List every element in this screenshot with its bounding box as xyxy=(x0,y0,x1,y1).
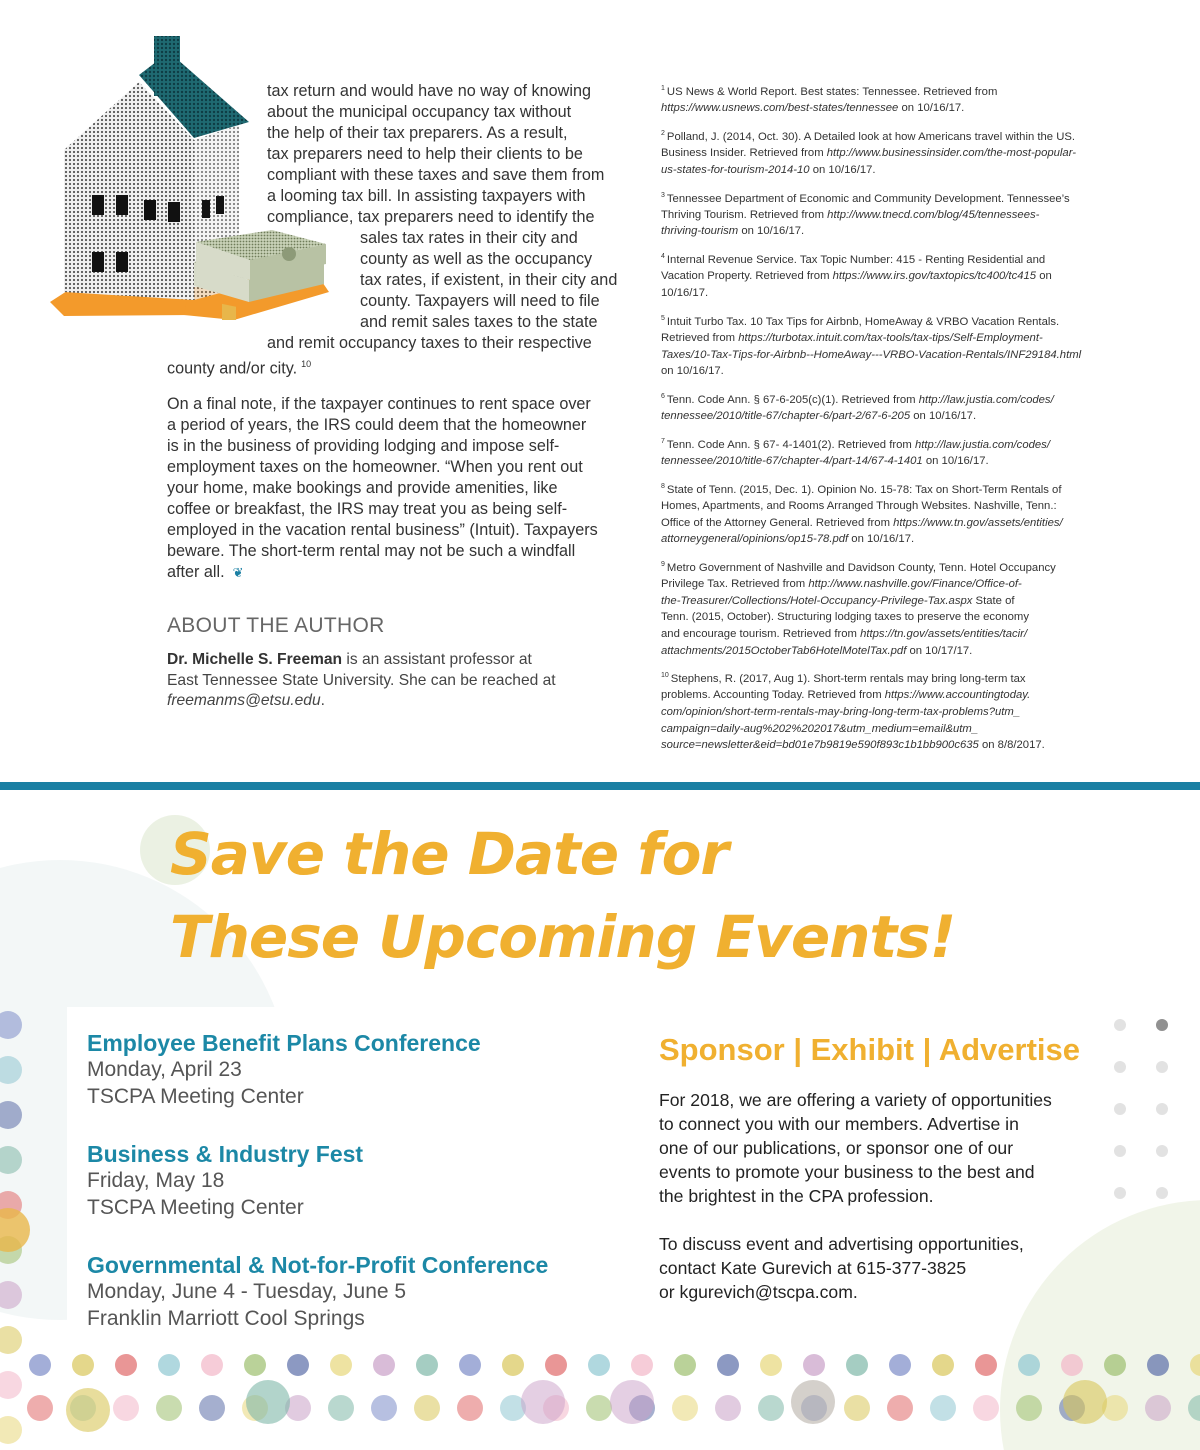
article-paragraph-2 xyxy=(167,394,637,583)
decorative-dot xyxy=(115,1354,137,1376)
reference-text: and encourage tourism. Retrieved from xyxy=(661,627,861,640)
reference-text: Vacation Property. Retrieved from xyxy=(661,270,833,283)
sponsor-line: to connect you with our members. Advertise in xyxy=(659,1114,1019,1134)
reference-line xyxy=(661,311,1161,330)
reference-line xyxy=(661,162,1161,179)
reference-line xyxy=(661,721,1161,738)
reference-url: https://www.irs.gov/taxtopics/tc400/tc415 xyxy=(832,270,1037,283)
references-list xyxy=(661,81,1161,763)
decorative-dot xyxy=(414,1395,440,1421)
decorative-dot xyxy=(545,1354,567,1376)
reference-number: 5 xyxy=(661,314,665,322)
reference-item xyxy=(661,81,1161,117)
event-title: Governmental & Not-for-Profit Conference xyxy=(87,1252,549,1278)
reference-url: source=newsletter&eid=bd01e7b9819e590f893c1b1bb900c635 xyxy=(661,739,979,752)
reference-line xyxy=(661,330,1161,347)
reference-text: problems. Accounting Today. Retrieved from xyxy=(661,689,885,702)
sponsor-line: the brightest in the CPA profession. xyxy=(659,1186,934,1206)
decorative-dot xyxy=(717,1354,739,1376)
decorative-dot xyxy=(201,1354,223,1376)
decorative-dot xyxy=(457,1395,483,1421)
reference-number: 3 xyxy=(661,191,665,199)
reference-line xyxy=(661,737,1161,754)
reference-text: Business Insider. Retrieved from xyxy=(661,147,827,160)
decorative-dot xyxy=(588,1354,610,1376)
reference-line xyxy=(661,268,1161,285)
reference-url: thriving-tourism xyxy=(661,225,739,238)
reference-url: attachments/2015OctoberTab6HotelMotelTax.pdf xyxy=(661,644,907,657)
reference-url: http://law.justia.com/codes/ xyxy=(918,393,1054,406)
decorative-dot xyxy=(1114,1019,1126,1031)
reference-line xyxy=(661,100,1161,117)
reference-url: com/opinion/short-term-rentals-may-bring-long-term-tax-problems?utm_ xyxy=(661,706,1021,719)
reference-line xyxy=(661,687,1161,704)
decorative-dot xyxy=(803,1354,825,1376)
sponsor-heading: Sponsor | Exhibit | Advertise xyxy=(659,1032,1080,1067)
reference-line xyxy=(661,434,1161,453)
reference-line xyxy=(661,593,1161,610)
decorative-dot xyxy=(459,1354,481,1376)
decorative-dot xyxy=(66,1388,110,1432)
reference-number: 2 xyxy=(661,129,665,137)
article-line: the help of their tax preparers. As a result, xyxy=(267,124,568,142)
reference-text: on 8/8/2017. xyxy=(978,739,1045,752)
decorative-dot xyxy=(158,1354,180,1376)
reference-number: 4 xyxy=(661,253,665,261)
article-paragraph-1 xyxy=(167,81,637,379)
decorative-dot xyxy=(1156,1061,1168,1073)
event-location: Franklin Marriott Cool Springs xyxy=(87,1306,365,1330)
decorative-dot xyxy=(199,1395,225,1421)
reference-line xyxy=(661,207,1161,224)
decorative-dot xyxy=(889,1354,911,1376)
events-box xyxy=(67,1007,627,1352)
reference-line xyxy=(661,126,1161,145)
reference-text: Metro Government of Nashville and Davidson County, Tenn. Hotel Occupancy xyxy=(666,561,1056,574)
decorative-dot xyxy=(715,1395,741,1421)
decorative-dot xyxy=(1156,1019,1168,1031)
reference-item xyxy=(661,311,1161,380)
reference-item xyxy=(661,249,1161,302)
decorative-dot xyxy=(930,1395,956,1421)
reference-url: http://law.justia.com/codes/ xyxy=(914,438,1050,451)
reference-text: Tennessee Department of Economic and Community Development. Tennessee’s xyxy=(666,192,1070,205)
decorative-dot xyxy=(932,1354,954,1376)
contact-line: To discuss event and advertising opportunities, xyxy=(659,1234,1024,1254)
reference-line xyxy=(661,81,1161,100)
article-line: employed in the vacation rental business” (Intuit). Taxpayers xyxy=(167,521,598,539)
reference-line xyxy=(661,609,1161,626)
decorative-dot xyxy=(631,1354,653,1376)
reference-text: on 10/16/17. xyxy=(809,163,876,176)
article-line: compliant with these taxes and save them from xyxy=(267,166,605,184)
reference-line xyxy=(661,363,1161,380)
reference-line xyxy=(661,223,1161,240)
decorative-dot xyxy=(156,1395,182,1421)
reference-number: 9 xyxy=(661,560,665,568)
decorative-dot xyxy=(0,1371,22,1399)
reference-item xyxy=(661,479,1161,548)
reference-item xyxy=(661,126,1161,179)
author-email[interactable]: freemanms@etsu.edu xyxy=(167,692,321,709)
reference-item xyxy=(661,389,1161,425)
reference-line xyxy=(661,531,1161,548)
reference-text: on 10/16/17. xyxy=(661,365,724,378)
article-line: tax return and would have no way of knowing xyxy=(267,82,591,100)
contact-line: or kgurevich@tscpa.com. xyxy=(659,1282,858,1302)
decorative-dot xyxy=(586,1395,612,1421)
event-date: Monday, April 23 xyxy=(87,1058,242,1081)
reference-text: on 10/17/17. xyxy=(906,644,973,657)
decorative-dot xyxy=(287,1354,309,1376)
decorative-dot xyxy=(1018,1354,1040,1376)
reference-number: 8 xyxy=(661,482,665,490)
reference-text: on 10/16/17. xyxy=(848,533,915,546)
reference-line xyxy=(661,498,1161,515)
decorative-dot xyxy=(846,1354,868,1376)
event-date: Monday, June 4 - Tuesday, June 5 xyxy=(87,1280,407,1303)
event-location: TSCPA Meeting Center xyxy=(87,1195,304,1219)
reference-text: Polland, J. (2014, Oct. 30). A Detailed look at how Americans travel within the US. xyxy=(666,130,1076,143)
contact-line: contact Kate Gurevich at 615-377-3825 xyxy=(659,1258,967,1278)
reference-url: https://www.tn.gov/assets/entities/ xyxy=(893,516,1063,529)
reference-text: on 10/16/17. xyxy=(910,410,977,423)
decorative-dot xyxy=(610,1380,654,1424)
article-line: coffee or breakfast, the IRS may treat you as being self- xyxy=(167,500,568,518)
decorative-dot xyxy=(1156,1145,1168,1157)
author-name: Dr. Michelle S. Freeman xyxy=(167,651,343,668)
reference-line xyxy=(661,453,1161,470)
article-line: sales tax rates in their city and xyxy=(360,229,578,247)
reference-line xyxy=(661,188,1161,207)
article-line: employment taxes on the homeowner. “When you rent out xyxy=(167,458,583,476)
reference-line xyxy=(661,576,1161,593)
sponsor-line: events to promote your business to the best and xyxy=(659,1162,1035,1182)
reference-url: https://turbotax.intuit.com/tax-tools/tax-tips/Self-Employment- xyxy=(738,331,1043,344)
decorative-dot xyxy=(1063,1380,1107,1424)
decorative-dot xyxy=(1104,1354,1126,1376)
decorative-dot xyxy=(246,1380,290,1424)
save-the-date-title-line2: These Upcoming Events! xyxy=(170,903,956,971)
reference-url: http://www.businessinsider.com/the-most-popular- xyxy=(826,147,1077,160)
decorative-dot xyxy=(672,1395,698,1421)
reference-url: Taxes/10-Tax-Tips-for-Airbnb--HomeAway---VRBO-Vacation-Rentals/INF29184.html xyxy=(661,348,1082,361)
article-line: your home, make bookings and provide amenities, like xyxy=(167,479,558,497)
decorative-dot xyxy=(1145,1395,1171,1421)
decorative-dot xyxy=(973,1395,999,1421)
decorative-dot xyxy=(674,1354,696,1376)
reference-text: Intuit Turbo Tax. 10 Tax Tips for Airbnb, HomeAway & VRBO Vacation Rentals. xyxy=(666,315,1060,328)
reference-text: Privilege Tax. Retrieved from xyxy=(661,578,809,591)
event-location: TSCPA Meeting Center xyxy=(87,1084,304,1108)
article-line: after all. ❦ xyxy=(167,563,244,581)
reference-text: on 10/16/17. xyxy=(922,455,989,468)
reference-text: State of xyxy=(972,594,1015,607)
decorative-dot xyxy=(72,1354,94,1376)
reference-line xyxy=(661,643,1161,660)
decorative-dot xyxy=(328,1395,354,1421)
article-line: compliance, tax preparers need to identify the xyxy=(267,208,595,226)
sponsor-line: For 2018, we are offering a variety of opportunities xyxy=(659,1090,1052,1110)
reference-text: Thriving Tourism. Retrieved from xyxy=(661,208,828,221)
reference-line xyxy=(661,408,1161,425)
decorative-dot xyxy=(1156,1187,1168,1199)
decorative-dot xyxy=(244,1354,266,1376)
reference-line xyxy=(661,668,1161,687)
reference-text: on 10/16/17. xyxy=(738,225,805,238)
reference-text: Internal Revenue Service. Tax Topic Number: 415 - Renting Residential and xyxy=(666,253,1046,266)
sponsor-text xyxy=(659,1088,1129,1304)
reference-text: US News & World Report. Best states: Tennessee. Retrieved from xyxy=(666,85,998,98)
reference-line xyxy=(661,347,1161,364)
reference-url: tennessee/2010/title-67/chapter-4/part-14/67-4-1401 xyxy=(661,455,923,468)
decorative-dot xyxy=(791,1380,835,1424)
reference-text: Tenn. Code Ann. § 67-6-205(c)(1). Retrieved from xyxy=(666,393,919,406)
decorative-dot xyxy=(887,1395,913,1421)
article-line: tax rates, if existent, in their city and xyxy=(360,271,618,289)
about-author-heading: ABOUT THE AUTHOR xyxy=(167,614,385,637)
reference-line xyxy=(661,145,1161,162)
reference-line xyxy=(661,515,1161,532)
article-line: beware. The short-term rental may not be such a windfall xyxy=(167,542,576,560)
reference-url: tennessee/2010/title-67/chapter-6/part-2/67-6-205 xyxy=(661,410,911,423)
reference-line xyxy=(661,704,1161,721)
article-line: about the municipal occupancy tax without xyxy=(267,103,572,121)
decorative-dot xyxy=(0,1416,22,1444)
decorative-dot xyxy=(113,1395,139,1421)
footnote-ref: 10 xyxy=(301,359,312,369)
paragraph-gap xyxy=(659,1208,1129,1232)
reference-url: http://www.nashville.gov/Finance/Office-of- xyxy=(808,578,1022,591)
decorative-dot xyxy=(1061,1354,1083,1376)
decorative-dot xyxy=(330,1354,352,1376)
decorative-dot xyxy=(758,1395,784,1421)
decorative-dot xyxy=(416,1354,438,1376)
reference-line xyxy=(661,389,1161,408)
decorative-dot xyxy=(760,1354,782,1376)
reference-number: 6 xyxy=(661,392,665,400)
reference-item xyxy=(661,434,1161,470)
reference-line xyxy=(661,557,1161,576)
reference-url: campaign=daily-aug%202%202017&utm_medium=email&utm_ xyxy=(661,722,979,735)
reference-url: us-states-for-tourism-2014-10 xyxy=(661,163,810,176)
reference-url: https://www.accountingtoday. xyxy=(884,689,1031,702)
reference-text: State of Tenn. (2015, Dec. 1). Opinion No. 15-78: Tax on Short-Term Rentals of xyxy=(666,483,1062,496)
reference-line xyxy=(661,479,1161,498)
event-item xyxy=(87,1029,481,1110)
reference-url: the-Treasurer/Collections/Hotel-Occupancy-Privilege-Tax.aspx xyxy=(661,594,973,607)
reference-number: 10 xyxy=(661,672,669,680)
decorative-dot xyxy=(1147,1354,1169,1376)
article-line: county and/or city. $^{10}$ xyxy=(167,359,312,378)
decorative-dot xyxy=(29,1354,51,1376)
reference-text: on 10/16/17. xyxy=(898,102,965,115)
event-title: Employee Benefit Plans Conference xyxy=(87,1030,481,1056)
event-title: Business & Industry Fest xyxy=(87,1141,364,1167)
decorative-dot xyxy=(1156,1103,1168,1115)
reference-item xyxy=(661,668,1161,754)
reference-number: 7 xyxy=(661,437,665,445)
reference-number: 1 xyxy=(661,85,665,92)
reference-item xyxy=(661,557,1161,659)
event-item xyxy=(87,1140,363,1221)
decorative-dot xyxy=(27,1395,53,1421)
reference-text: Homes, Apartments, and Rooms Arranged Through Websites. Nashville, Tenn.: xyxy=(661,500,1057,512)
article-line: a looming tax bill. In assisting taxpayers with xyxy=(267,187,586,205)
article-line: a period of years, the IRS could deem that the homeowner xyxy=(167,416,587,434)
article-line: and remit sales taxes to the state xyxy=(360,313,598,331)
article-line: is in the business of providing lodging and impose self- xyxy=(167,437,560,455)
end-mark-icon: ❦ xyxy=(232,565,244,580)
decorative-dot xyxy=(371,1395,397,1421)
reference-line xyxy=(661,285,1161,302)
sponsor-line: one of our publications, or sponsor one of our xyxy=(659,1138,1014,1158)
article-line: and remit occupancy taxes to their respective xyxy=(267,334,592,352)
decorative-dot xyxy=(1114,1061,1126,1073)
reference-item xyxy=(661,188,1161,241)
decorative-dot xyxy=(502,1354,524,1376)
about-author-text: Dr. Michelle S. Freeman is an assistant professor at East Tennessee State University. She can be reached at freemanms@etsu.edu. xyxy=(167,651,556,709)
reference-text: 10/16/17. xyxy=(661,287,709,299)
decorative-dot xyxy=(1016,1395,1042,1421)
article-line: tax preparers need to help their clients to be xyxy=(267,145,583,163)
reference-text: Office of the Attorney General. Retrieved from xyxy=(661,516,894,529)
article-line: On a final note, if the taxpayer continues to rent space over xyxy=(167,395,591,413)
event-date: Friday, May 18 xyxy=(87,1169,225,1192)
decorative-dot xyxy=(844,1395,870,1421)
reference-url: https://www.usnews.com/best-states/tennessee xyxy=(661,102,899,115)
reference-text: Tenn. (2015, October). Structuring lodging taxes to preserve the economy xyxy=(661,611,1029,624)
article-line: county. Taxpayers will need to file xyxy=(360,292,600,310)
reference-text: Retrieved from xyxy=(661,331,739,344)
save-the-date-section xyxy=(0,790,1200,1450)
reference-url: https://tn.gov/assets/entities/tacir/ xyxy=(860,627,1028,640)
article-line: county as well as the occupancy xyxy=(360,250,593,268)
reference-text: on xyxy=(1036,270,1052,283)
reference-url: http://www.tnecd.com/blog/45/tennessees- xyxy=(827,208,1040,221)
decorative-dot xyxy=(373,1354,395,1376)
reference-line xyxy=(661,626,1161,643)
reference-line xyxy=(661,249,1161,268)
reference-text: Tenn. Code Ann. § 67- 4-1401(2). Retrieved from xyxy=(666,438,915,451)
decorative-dot xyxy=(975,1354,997,1376)
decorative-dot xyxy=(0,1326,22,1354)
reference-text: Stephens, R. (2017, Aug 1). Short-term rentals may bring long-term tax xyxy=(670,672,1026,685)
event-item xyxy=(87,1251,548,1332)
save-the-date-title-line1: Save the Date for xyxy=(170,820,729,888)
reference-url: attorneygeneral/opinions/op15-78.pdf xyxy=(661,533,849,546)
decorative-dot xyxy=(521,1380,565,1424)
